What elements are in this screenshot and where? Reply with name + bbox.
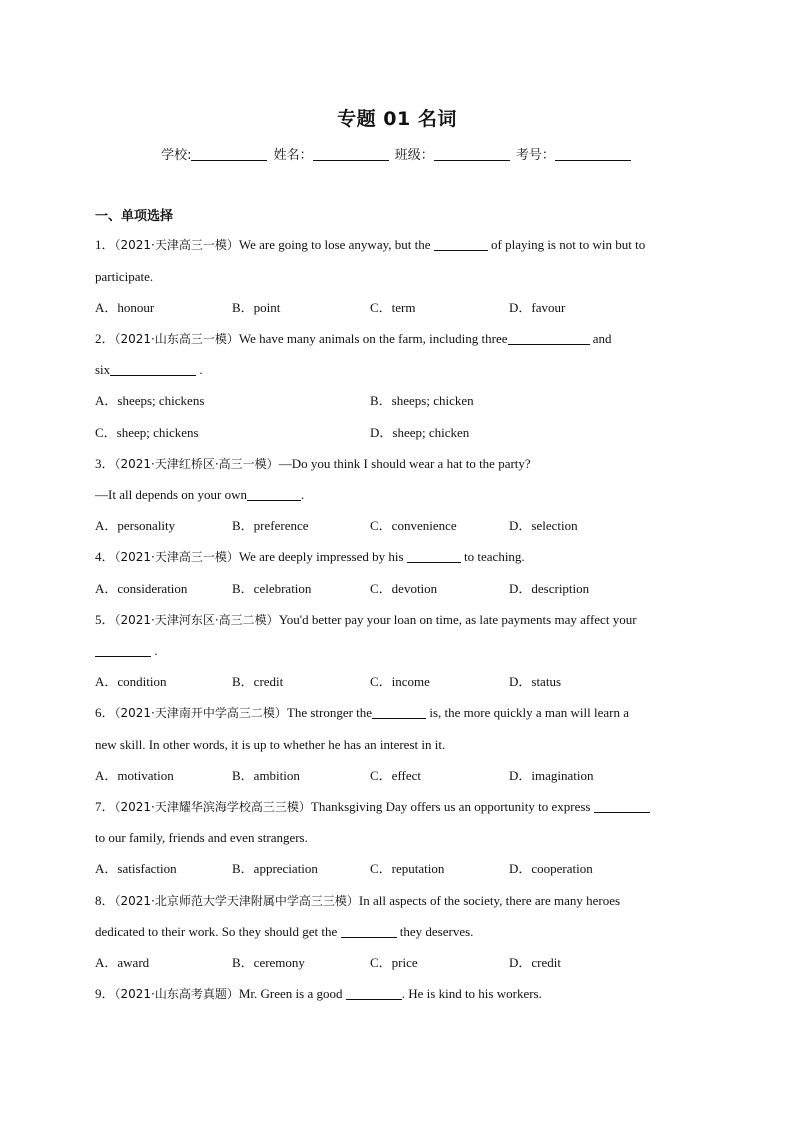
answer-blank: [95, 644, 151, 657]
answer-blank: [341, 925, 397, 938]
question-6: [95, 705, 629, 721]
question-8-continued: [95, 924, 473, 940]
question-text: You'd better pay your loan on time, as late payments may affect your: [278, 612, 637, 627]
question-source: （2021·天津耀华滨海学校高三三模）: [114, 800, 311, 814]
option-a[interactable]: A．award: [95, 955, 150, 970]
option-a[interactable]: A．honour: [95, 300, 155, 315]
question-text: —Do you think I should wear a hat to the party?: [278, 456, 531, 471]
answer-blank: [247, 488, 301, 501]
option-c[interactable]: C．convenience: [370, 518, 457, 533]
question-text: .: [151, 643, 158, 658]
option-a[interactable]: A．personality: [95, 518, 176, 533]
option-a[interactable]: A．consideration: [95, 581, 188, 596]
question-7-continued: to our family, friends and even strangers.: [95, 830, 308, 845]
question-text: they deserves.: [396, 924, 474, 939]
option-d[interactable]: D．sheep; chicken: [370, 425, 470, 440]
option-d[interactable]: D．favour: [509, 300, 566, 315]
question-number: 5．: [95, 612, 115, 627]
option-b[interactable]: B．sheeps; chicken: [370, 393, 474, 408]
question-number: 2．: [95, 331, 115, 346]
question-1-continued: participate.: [95, 269, 154, 284]
question-number: 4．: [95, 549, 115, 564]
question-text: .: [196, 362, 203, 377]
question-8: [95, 893, 620, 909]
option-c[interactable]: C．sheep; chickens: [95, 425, 199, 440]
student-info-row: [0, 144, 794, 163]
option-a[interactable]: A．condition: [95, 674, 167, 689]
question-text: —It all depends on your own: [95, 487, 248, 502]
option-c[interactable]: C．price: [370, 955, 418, 970]
question-text: We are deeply impressed by his: [238, 549, 407, 564]
answer-blank: [508, 332, 590, 345]
exam-number-label: 考号：: [515, 148, 555, 163]
question-1: [95, 237, 645, 253]
option-d[interactable]: D．selection: [509, 518, 578, 533]
question-number: 7．: [95, 799, 115, 814]
option-d[interactable]: D．status: [509, 674, 562, 689]
question-text: and: [589, 331, 612, 346]
option-c[interactable]: C．reputation: [370, 861, 445, 876]
option-c[interactable]: C．devotion: [370, 581, 438, 596]
question-text: is, the more quickly a man will learn a: [426, 705, 629, 720]
question-text: We have many animals on the farm, including three: [238, 331, 508, 346]
option-b[interactable]: B．appreciation: [232, 861, 318, 876]
question-number: 6．: [95, 705, 115, 720]
question-text: Mr. Green is a good: [238, 986, 346, 1001]
question-text: The stronger the: [286, 705, 373, 720]
question-text: six: [95, 362, 111, 377]
section-heading: 一、单项选择: [95, 209, 174, 224]
question-number: 8．: [95, 893, 115, 908]
name-label: 姓名：: [273, 148, 313, 163]
question-5: [95, 612, 637, 628]
question-source: （2021·天津高三一模）: [114, 238, 239, 252]
question-source: （2021·天津南开中学高三二模）: [114, 706, 287, 720]
question-text: . He is kind to his workers.: [401, 986, 542, 1001]
name-blank[interactable]: [313, 148, 389, 161]
option-b[interactable]: B．ambition: [232, 768, 300, 783]
question-source: （2021·天津红桥区·高三一模）: [114, 457, 279, 471]
school-label: 学校:: [161, 148, 192, 163]
option-d[interactable]: D．description: [509, 581, 590, 596]
question-text: to teaching.: [460, 549, 525, 564]
page-title: 专题 01 名词: [337, 108, 457, 130]
option-b[interactable]: B．preference: [232, 518, 309, 533]
option-b[interactable]: B．celebration: [232, 581, 312, 596]
question-source: （2021·山东高考真题）: [114, 987, 239, 1001]
question-3-continued: [95, 487, 304, 503]
question-9: [95, 986, 542, 1002]
option-c[interactable]: C．income: [370, 674, 430, 689]
option-a[interactable]: A．sheeps; chickens: [95, 393, 205, 408]
option-b[interactable]: B．ceremony: [232, 955, 305, 970]
option-a[interactable]: A．motivation: [95, 768, 174, 783]
question-3: [95, 456, 531, 472]
class-label: 班级：: [394, 148, 434, 163]
option-b[interactable]: B．credit: [232, 674, 284, 689]
option-b[interactable]: B．point: [232, 300, 281, 315]
question-source: （2021·天津河东区·高三二模）: [114, 613, 279, 627]
answer-blank: [594, 800, 650, 813]
question-number: 3．: [95, 456, 115, 471]
question-5-continued: [95, 643, 158, 659]
question-text: dedicated to their work. So they should get the: [95, 924, 341, 939]
option-c[interactable]: C．term: [370, 300, 416, 315]
option-c[interactable]: C．effect: [370, 768, 422, 783]
exam-number-blank[interactable]: [555, 148, 631, 161]
answer-blank: [434, 238, 488, 251]
question-source: （2021·山东高三一模）: [114, 332, 239, 346]
option-a[interactable]: A．satisfaction: [95, 861, 177, 876]
question-text: Thanksgiving Day offers us an opportunity to express: [310, 799, 594, 814]
question-2-continued: [95, 362, 203, 378]
question-text: of playing is not to win but to: [487, 237, 646, 252]
option-d[interactable]: D．credit: [509, 955, 561, 970]
question-4: [95, 549, 525, 565]
question-7: [95, 799, 650, 815]
question-6-continued: new skill. In other words, it is up to whether he has an interest in it.: [95, 737, 446, 752]
school-blank[interactable]: [191, 148, 267, 161]
answer-blank: [372, 706, 426, 719]
answer-blank: [346, 987, 402, 1000]
question-text: .: [301, 487, 305, 502]
answer-blank: [110, 363, 196, 376]
question-text: We are going to lose anyway, but the: [238, 237, 434, 252]
question-source: （2021·北京师范大学天津附属中学高三三模）: [114, 894, 359, 908]
question-text: In all aspects of the society, there are many heroes: [358, 893, 621, 908]
class-blank[interactable]: [434, 148, 510, 161]
question-source: （2021·天津高三一模）: [114, 550, 239, 564]
answer-blank: [407, 550, 461, 563]
option-d[interactable]: D．imagination: [509, 768, 594, 783]
question-number: 1．: [95, 237, 115, 252]
question-number: 9．: [95, 986, 115, 1001]
option-d[interactable]: D．cooperation: [509, 861, 593, 876]
question-2: [95, 331, 612, 347]
